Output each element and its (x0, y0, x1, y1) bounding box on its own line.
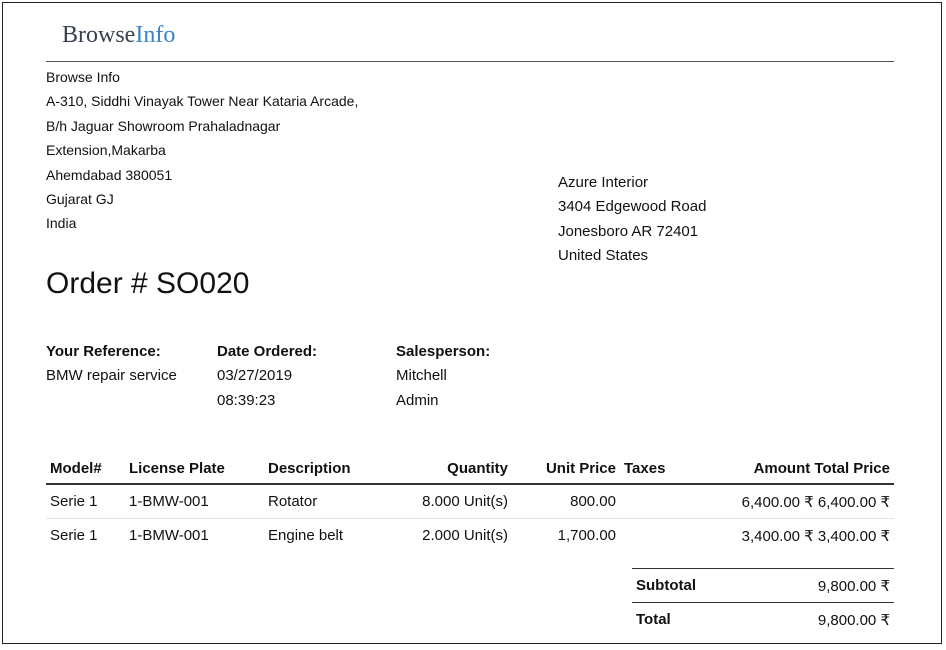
company-address-line: Browse Info (46, 69, 120, 85)
column-header-amount-total: Amount Total Price (690, 453, 894, 484)
salesperson-last-name: Admin (396, 391, 439, 409)
customer-address-line: 3404 Edgewood Road (558, 198, 707, 216)
company-address (46, 65, 358, 236)
total-label: Total (632, 603, 752, 637)
totals-table (632, 568, 894, 636)
date-ordered-label: Date Ordered: (217, 343, 318, 360)
reference-label: Your Reference: (46, 343, 161, 360)
column-header-description: Description (264, 453, 392, 484)
subtotal-label: Subtotal (632, 569, 752, 603)
cell-quantity: 8.000 Unit(s) (392, 484, 512, 519)
cell-model: Serie 1 (46, 519, 125, 553)
company-address-line: A-310, Siddhi Vinayak Tower Near Kataria Arcade, (46, 93, 359, 110)
order-lines-table (46, 453, 894, 552)
cell-unit-price: 1,700.00 (512, 519, 620, 553)
reference-value: BMW repair service (46, 367, 177, 385)
customer-address-line: Jonesboro AR 72401 (558, 222, 699, 240)
header-divider (46, 61, 894, 62)
date-ordered-date: 03/27/2019 (217, 367, 293, 385)
date-ordered-time: 08:39:23 (217, 391, 276, 409)
table-row (46, 484, 894, 519)
salesperson-block (396, 340, 490, 413)
date-ordered-block (217, 340, 317, 413)
subtotal-value: 9,800.00 ₹ (752, 569, 894, 603)
cell-amount-total: 3,400.00 ₹ 3,400.00 ₹ (690, 519, 894, 553)
company-address-line: Ahemdabad 380051 (46, 166, 173, 183)
customer-address (558, 171, 706, 269)
cell-taxes (620, 484, 690, 519)
table-row (46, 519, 894, 553)
cell-unit-price: 800.00 (512, 484, 620, 519)
subtotal-row (632, 569, 894, 603)
logo-text-info: Info (135, 22, 176, 48)
company-address-line: Gujarat GJ (46, 191, 114, 208)
table-header-row (46, 453, 894, 484)
company-address-line: Extension,Makarba (46, 142, 166, 159)
customer-address-line: Azure Interior (558, 174, 649, 191)
cell-quantity: 2.000 Unit(s) (392, 519, 512, 553)
customer-address-line: United States (558, 247, 649, 265)
cell-amount-total: 6,400.00 ₹ 6,400.00 ₹ (690, 484, 894, 519)
cell-license-plate: 1-BMW-001 (125, 484, 264, 519)
column-header-quantity: Quantity (392, 453, 512, 484)
report-page (2, 2, 942, 644)
salesperson-first-name: Mitchell (396, 367, 447, 385)
column-header-unit-price: Unit Price (512, 453, 620, 484)
salesperson-label: Salesperson: (396, 343, 491, 360)
company-address-line: B/h Jaguar Showroom Prahaladnagar (46, 117, 281, 134)
cell-description: Rotator (264, 484, 392, 519)
total-row (632, 603, 894, 637)
column-header-model: Model# (46, 453, 125, 484)
total-value: 9,800.00 ₹ (752, 603, 894, 637)
cell-model: Serie 1 (46, 484, 125, 519)
reference-block (46, 340, 177, 389)
company-logo (62, 22, 175, 49)
column-header-taxes: Taxes (620, 453, 690, 484)
logo-text-browse: Browse (62, 22, 136, 48)
column-header-license-plate: License Plate (125, 453, 264, 484)
cell-taxes (620, 519, 690, 553)
company-address-line: India (46, 215, 77, 232)
cell-license-plate: 1-BMW-001 (125, 519, 264, 553)
cell-description: Engine belt (264, 519, 392, 553)
order-title: Order # SO020 (46, 267, 250, 300)
